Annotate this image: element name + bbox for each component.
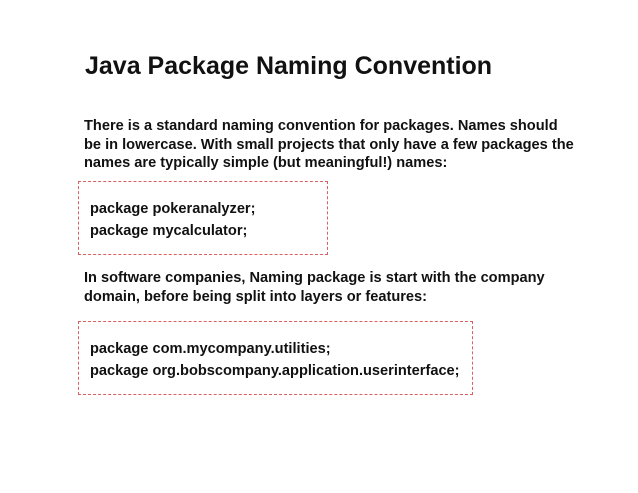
company-package-code-box	[78, 321, 473, 395]
company-naming-line: In software companies, Naming package is start with the company	[84, 270, 545, 286]
company-naming-line: domain, before being split into layers or features:	[84, 288, 428, 305]
intro-line: be in lowercase. With small projects that only have a few packages the	[84, 136, 574, 153]
code-line-pokeranalyzer: package pokeranalyzer;	[90, 201, 256, 217]
code-line-mycalculator: package mycalculator;	[90, 223, 248, 239]
company-naming-paragraph	[84, 269, 545, 306]
slide-title: Java Package Naming Convention	[85, 52, 493, 80]
intro-line: names are typically simple (but meaningful!) names:	[84, 155, 448, 171]
simple-package-code-box	[78, 181, 328, 255]
intro-line: There is a standard naming convention for packages. Names should	[84, 118, 558, 134]
code-line-bobscompany-userinterface: package org.bobscompany.application.userinterface;	[90, 363, 460, 379]
intro-paragraph	[84, 117, 574, 173]
code-line-mycompany-utilities: package com.mycompany.utilities;	[90, 341, 331, 357]
